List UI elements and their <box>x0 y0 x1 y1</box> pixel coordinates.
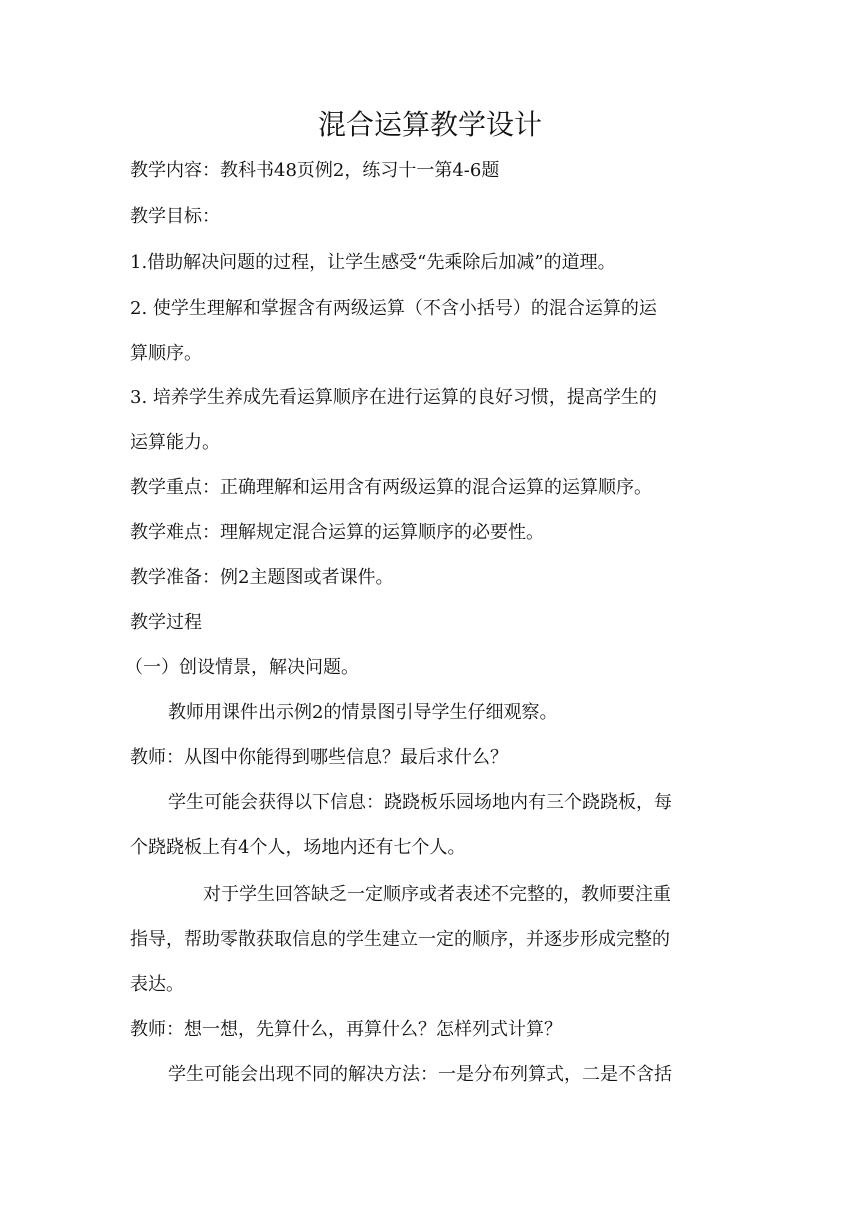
paragraph-4-line-1: 学生可能会出现不同的解决方法：一是分布列算式，二是不含括 <box>168 1064 672 1085</box>
paragraph-3-line-1: 对于学生回答缺乏一定顺序或者表述不完整的，教师要注重 <box>203 884 671 905</box>
process-heading: 教学过程 <box>130 612 202 633</box>
paragraph-2-line-2: 个跷跷板上有4个人，场地内还有七个人。 <box>130 837 466 858</box>
key-point: 教学重点：正确理解和运用含有两级运算的混合运算的运算顺序。 <box>130 477 652 498</box>
teacher-question-2: 教师：想一想，先算什么，再算什么？怎样列式计算？ <box>130 1019 562 1040</box>
goal-2-line-1: 2. 使学生理解和掌握含有两级运算（不含小括号）的混合运算的运 <box>130 298 657 319</box>
section-1-heading: （一）创设情景，解决问题。 <box>125 657 359 678</box>
paragraph-3-line-3: 表达。 <box>130 974 184 995</box>
goal-1: 1.借助解决问题的过程，让学生感受“先乘除后加减”的道理。 <box>130 252 616 273</box>
goals-heading: 教学目标： <box>130 206 220 227</box>
goal-3-line-2: 运算能力。 <box>130 432 220 453</box>
preparation: 教学准备：例2主题图或者课件。 <box>130 567 394 588</box>
paragraph-1: 教师用课件出示例2的情景图引导学生仔细观察。 <box>168 702 558 723</box>
teaching-content: 教学内容：教科书48页例2，练习十一第4-6题 <box>130 160 500 181</box>
goal-2-line-2: 算顺序。 <box>130 343 202 364</box>
document-title: 混合运算教学设计 <box>317 108 542 141</box>
paragraph-2-line-1: 学生可能会获得以下信息：跷跷板乐园场地内有三个跷跷板，每 <box>168 792 672 813</box>
teacher-question-1: 教师：从图中你能得到哪些信息？最后求什么？ <box>130 747 508 768</box>
goal-3-line-1: 3. 培养学生养成先看运算顺序在进行运算的良好习惯，提高学生的 <box>130 387 657 408</box>
paragraph-3-line-2: 指导，帮助零散获取信息的学生建立一定的顺序，并逐步形成完整的 <box>130 929 670 950</box>
difficulty: 教学难点：理解规定混合运算的运算顺序的必要性。 <box>130 522 544 543</box>
